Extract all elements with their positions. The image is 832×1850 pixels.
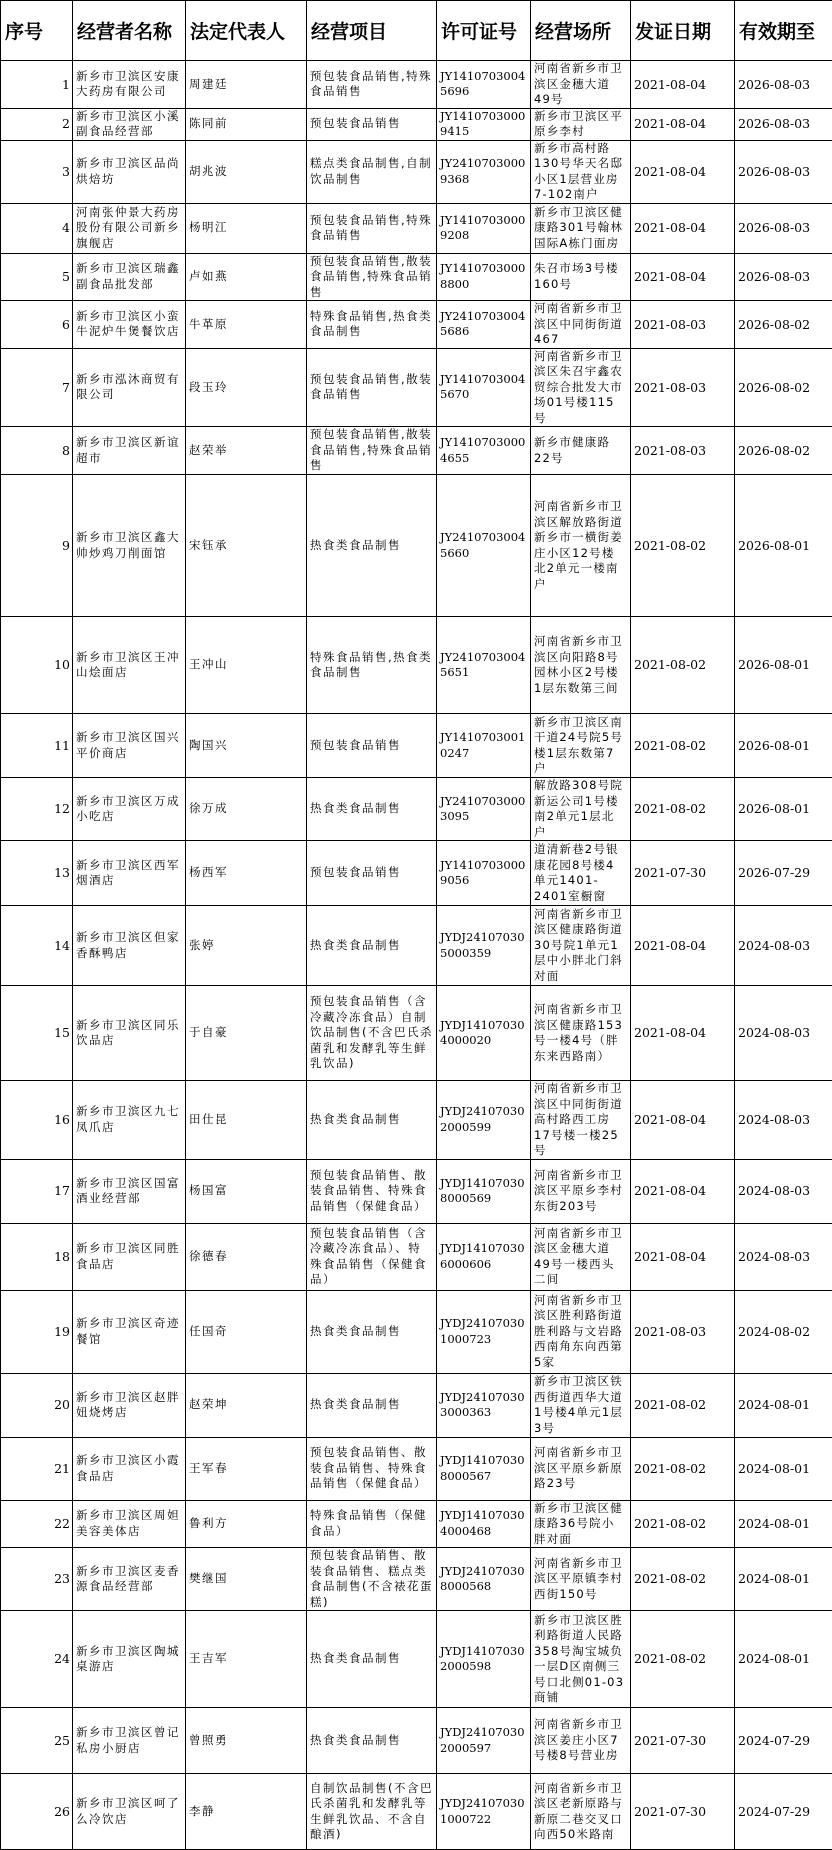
business-scope-cell: 自制饮品制售(不含巴氏杀菌乳和发酵乳等生鲜乳饮品、不含自酿酒) [307, 1774, 437, 1850]
expiry-date-cell: 2024-08-01 [735, 1373, 832, 1437]
serial-cell: 20 [1, 1373, 73, 1437]
legal-rep-cell: 杨明江 [186, 203, 307, 253]
business-scope-cell: 热食类食品制售 [307, 1081, 437, 1160]
table-row [1, 1159, 832, 1223]
business-scope-cell: 预包装食品销售 [307, 841, 437, 906]
legal-rep-cell: 陶国兴 [186, 714, 307, 778]
issue-date-cell: 2021-08-02 [631, 778, 735, 841]
business-scope-cell: 预包装食品销售（含冷藏冷冻食品）自制饮品制售(不含巴氏杀菌乳和发酵乳等生鲜乳饮品) [307, 986, 437, 1081]
table-row [1, 778, 832, 841]
operator-name-cell: 新乡市泓沐商贸有限公司 [73, 348, 186, 427]
expiry-date-cell: 2026-07-29 [735, 841, 832, 906]
issue-date-cell: 2021-08-04 [631, 1081, 735, 1160]
legal-rep-cell: 王冲山 [186, 617, 307, 714]
expiry-date-cell: 2024-08-01 [735, 1611, 832, 1708]
legal-rep-cell: 徐德春 [186, 1223, 307, 1290]
issue-date-cell: 2021-08-02 [631, 1611, 735, 1708]
serial-cell: 21 [1, 1437, 73, 1500]
business-scope-cell: 预包装食品销售 [307, 108, 437, 140]
operator-name-cell: 新乡市卫滨区安康大药房有限公司 [73, 61, 186, 109]
address-cell: 河南省新乡市卫滨区老新原路与新原二巷交叉口向西50米路南 [531, 1774, 631, 1850]
address-cell: 河南省新乡市卫滨区解放路街道新乡市一横街姜庄小区12号楼北2单元一楼南户 [531, 475, 631, 617]
operator-name-cell: 新乡市卫滨区国富酒业经营部 [73, 1159, 186, 1223]
address-cell: 河南省新乡市卫滨区金穗大道49号 [531, 61, 631, 109]
business-scope-cell: 特殊食品销售（保健食品） [307, 1500, 437, 1548]
table-row [1, 1223, 832, 1290]
expiry-date-cell: 2024-08-03 [735, 1223, 832, 1290]
expiry-date-cell: 2024-08-01 [735, 1437, 832, 1500]
table-row [1, 203, 832, 253]
header-issue-date: 发证日期 [631, 1, 735, 61]
table-row [1, 61, 832, 109]
expiry-date-cell: 2026-08-03 [735, 253, 832, 301]
table-row [1, 1500, 832, 1548]
license-number-cell: JY14107030009056 [437, 841, 531, 906]
legal-rep-cell: 胡兆波 [186, 140, 307, 203]
license-number-cell: JYDJ241070301000722 [437, 1774, 531, 1850]
address-cell: 河南省新乡市卫滨区中同街街道467 [531, 301, 631, 349]
address-cell: 河南省新乡市卫滨区平原乡新原路23号 [531, 1437, 631, 1500]
license-number-cell: JY24107030009368 [437, 140, 531, 203]
expiry-date-cell: 2026-08-03 [735, 203, 832, 253]
legal-rep-cell: 樊继国 [186, 1548, 307, 1611]
legal-rep-cell: 于自豪 [186, 986, 307, 1081]
license-number-cell: JYDJ141070308000567 [437, 1437, 531, 1500]
issue-date-cell: 2021-08-04 [631, 986, 735, 1081]
serial-cell: 6 [1, 301, 73, 349]
issue-date-cell: 2021-08-04 [631, 140, 735, 203]
table-row [1, 1774, 832, 1850]
serial-cell: 9 [1, 475, 73, 617]
table-body [1, 61, 832, 1850]
table-row [1, 1373, 832, 1437]
operator-name-cell: 新乡市卫滨区国兴平价商店 [73, 714, 186, 778]
business-scope-cell: 热食类食品制售 [307, 1611, 437, 1708]
expiry-date-cell: 2026-08-03 [735, 140, 832, 203]
expiry-date-cell: 2026-08-01 [735, 778, 832, 841]
business-scope-cell: 特殊食品销售,热食类食品制售 [307, 617, 437, 714]
business-scope-cell: 预包装食品销售,特殊食品销售 [307, 203, 437, 253]
legal-rep-cell: 段玉玲 [186, 348, 307, 427]
issue-date-cell: 2021-08-04 [631, 203, 735, 253]
address-cell: 解放路308号院新运公司1号楼南2单元1层北户 [531, 778, 631, 841]
business-scope-cell: 预包装食品销售,散装食品销售 [307, 348, 437, 427]
legal-rep-cell: 徐万成 [186, 778, 307, 841]
serial-cell: 13 [1, 841, 73, 906]
issue-date-cell: 2021-08-03 [631, 348, 735, 427]
serial-cell: 25 [1, 1708, 73, 1774]
business-scope-cell: 预包装食品销售、散装食品销售、糕点类食品制售(不含裱花蛋糕) [307, 1548, 437, 1611]
table-row [1, 1611, 832, 1708]
legal-rep-cell: 杨国富 [186, 1159, 307, 1223]
business-scope-cell: 热食类食品制售 [307, 1373, 437, 1437]
serial-cell: 2 [1, 108, 73, 140]
license-number-cell: JYDJ141070304000468 [437, 1500, 531, 1548]
license-number-cell: JY24107030003095 [437, 778, 531, 841]
legal-rep-cell: 周建廷 [186, 61, 307, 109]
expiry-date-cell: 2024-08-03 [735, 986, 832, 1081]
business-scope-cell: 预包装食品销售（含冷藏冷冻食品）、特殊食品销售（保健食品） [307, 1223, 437, 1290]
issue-date-cell: 2021-08-02 [631, 714, 735, 778]
license-number-cell: JYDJ141070308000569 [437, 1159, 531, 1223]
operator-name-cell: 新乡市卫滨区鑫大帅炒鸡刀削面馆 [73, 475, 186, 617]
expiry-date-cell: 2024-08-02 [735, 1290, 832, 1373]
business-scope-cell: 预包装食品销售,散装食品销售,特殊食品销售 [307, 253, 437, 301]
header-business-scope: 经营项目 [307, 1, 437, 61]
issue-date-cell: 2021-08-02 [631, 1548, 735, 1611]
license-number-cell: JYDJ141070304000020 [437, 986, 531, 1081]
expiry-date-cell: 2024-07-29 [735, 1774, 832, 1850]
license-number-cell: JYDJ241070301000723 [437, 1290, 531, 1373]
table-row [1, 1290, 832, 1373]
legal-rep-cell: 牛革原 [186, 301, 307, 349]
license-number-cell: JYDJ241070302000597 [437, 1708, 531, 1774]
license-number-cell: JY14107030008800 [437, 253, 531, 301]
legal-rep-cell: 宋钰承 [186, 475, 307, 617]
table-row [1, 1081, 832, 1160]
business-scope-cell: 热食类食品制售 [307, 1708, 437, 1774]
issue-date-cell: 2021-08-04 [631, 1159, 735, 1223]
serial-cell: 7 [1, 348, 73, 427]
operator-name-cell: 新乡市卫滨区万成小吃店 [73, 778, 186, 841]
business-scope-cell: 预包装食品销售 [307, 714, 437, 778]
address-cell: 道清新巷2号银康花园8号楼4单元1401-2401室橱窗 [531, 841, 631, 906]
serial-cell: 11 [1, 714, 73, 778]
address-cell: 新乡市卫滨区南干道24号院5号楼1层东数第7户 [531, 714, 631, 778]
operator-name-cell: 新乡市卫滨区同胜食品店 [73, 1223, 186, 1290]
table-row [1, 986, 832, 1081]
legal-rep-cell: 田仕昆 [186, 1081, 307, 1160]
serial-cell: 12 [1, 778, 73, 841]
address-cell: 河南省新乡市卫滨区向阳路8号园林小区2号楼1层东数第三间 [531, 617, 631, 714]
address-cell: 河南省新乡市卫滨区金穗大道49号一楼西头二间 [531, 1223, 631, 1290]
table-row [1, 1708, 832, 1774]
serial-cell: 17 [1, 1159, 73, 1223]
table-row [1, 253, 832, 301]
legal-rep-cell: 曾照勇 [186, 1708, 307, 1774]
operator-name-cell: 新乡市卫滨区陶城桌游店 [73, 1611, 186, 1708]
expiry-date-cell: 2024-08-01 [735, 1548, 832, 1611]
address-cell: 新乡市卫滨区平原乡李村 [531, 108, 631, 140]
serial-cell: 23 [1, 1548, 73, 1611]
expiry-date-cell: 2026-08-01 [735, 475, 832, 617]
operator-name-cell: 新乡市卫滨区品尚烘焙坊 [73, 140, 186, 203]
license-number-cell: JYDJ241070302000599 [437, 1081, 531, 1160]
table-row [1, 140, 832, 203]
header-serial: 序号 [1, 1, 73, 61]
legal-rep-cell: 赵荣坤 [186, 1373, 307, 1437]
legal-rep-cell: 鲁利方 [186, 1500, 307, 1548]
table-row [1, 841, 832, 906]
legal-rep-cell: 卢如燕 [186, 253, 307, 301]
license-number-cell: JYDJ241070303000363 [437, 1373, 531, 1437]
operator-name-cell: 新乡市卫滨区小溪副食品经营部 [73, 108, 186, 140]
operator-name-cell: 新乡市卫滨区呵了么冷饮店 [73, 1774, 186, 1850]
business-scope-cell: 预包装食品销售,特殊食品销售 [307, 61, 437, 109]
expiry-date-cell: 2026-08-02 [735, 301, 832, 349]
serial-cell: 18 [1, 1223, 73, 1290]
business-scope-cell: 预包装食品销售、散装食品销售、特殊食品销售（保健食品） [307, 1159, 437, 1223]
table-row [1, 1548, 832, 1611]
license-number-cell: JYDJ241070305000359 [437, 906, 531, 986]
license-number-cell: JYDJ241070308000568 [437, 1548, 531, 1611]
legal-rep-cell: 任国奇 [186, 1290, 307, 1373]
issue-date-cell: 2021-08-02 [631, 1437, 735, 1500]
expiry-date-cell: 2026-08-02 [735, 427, 832, 475]
issue-date-cell: 2021-08-02 [631, 475, 735, 617]
serial-cell: 10 [1, 617, 73, 714]
license-number-cell: JY14107030009415 [437, 108, 531, 140]
operator-name-cell: 新乡市卫滨区但家香酥鸭店 [73, 906, 186, 986]
license-number-cell: JY14107030010247 [437, 714, 531, 778]
business-scope-cell: 热食类食品制售 [307, 1290, 437, 1373]
expiry-date-cell: 2026-08-01 [735, 617, 832, 714]
address-cell: 河南省新乡市卫滨区健康路街道30号院1单元1层中小胖北门斜对面 [531, 906, 631, 986]
header-address: 经营场所 [531, 1, 631, 61]
issue-date-cell: 2021-07-30 [631, 1774, 735, 1850]
address-cell: 河南省新乡市卫滨区中同街街道高村路西工房17号楼一楼25号 [531, 1081, 631, 1160]
address-cell: 河南省新乡市卫滨区平原镇李村西街150号 [531, 1548, 631, 1611]
header-operator-name: 经营者名称 [73, 1, 186, 61]
issue-date-cell: 2021-08-04 [631, 108, 735, 140]
license-number-cell: JY24107030045686 [437, 301, 531, 349]
operator-name-cell: 新乡市卫滨区曾记私房小厨店 [73, 1708, 186, 1774]
serial-cell: 24 [1, 1611, 73, 1708]
license-number-cell: JY24107030045660 [437, 475, 531, 617]
operator-name-cell: 河南张仲景大药房股份有限公司新乡旗舰店 [73, 203, 186, 253]
table-row [1, 301, 832, 349]
table-row [1, 906, 832, 986]
expiry-date-cell: 2024-08-03 [735, 906, 832, 986]
address-cell: 河南省新乡市卫滨区朱召宇鑫农贸综合批发大市场01号楼115号 [531, 348, 631, 427]
legal-rep-cell: 陈同前 [186, 108, 307, 140]
address-cell: 新乡市卫滨区铁西街道西华大道1号楼4单元1层3号 [531, 1373, 631, 1437]
table-row [1, 348, 832, 427]
operator-name-cell: 新乡市卫滨区同乐饮品店 [73, 986, 186, 1081]
issue-date-cell: 2021-08-02 [631, 617, 735, 714]
serial-cell: 19 [1, 1290, 73, 1373]
expiry-date-cell: 2026-08-01 [735, 714, 832, 778]
serial-cell: 8 [1, 427, 73, 475]
business-scope-cell: 糕点类食品制售,自制饮品制售 [307, 140, 437, 203]
operator-name-cell: 新乡市卫滨区新谊超市 [73, 427, 186, 475]
expiry-date-cell: 2024-07-29 [735, 1708, 832, 1774]
serial-cell: 14 [1, 906, 73, 986]
business-scope-cell: 热食类食品制售 [307, 778, 437, 841]
serial-cell: 15 [1, 986, 73, 1081]
license-number-cell: JY14107030045696 [437, 61, 531, 109]
issue-date-cell: 2021-07-30 [631, 1708, 735, 1774]
legal-rep-cell: 王吉军 [186, 1611, 307, 1708]
operator-name-cell: 新乡市卫滨区麦香源食品经营部 [73, 1548, 186, 1611]
issue-date-cell: 2021-08-03 [631, 301, 735, 349]
operator-name-cell: 新乡市卫滨区西军烟酒店 [73, 841, 186, 906]
operator-name-cell: 新乡市卫滨区小蛮牛泥炉牛煲餐饮店 [73, 301, 186, 349]
serial-cell: 5 [1, 253, 73, 301]
legal-rep-cell: 李静 [186, 1774, 307, 1850]
table-row [1, 714, 832, 778]
business-scope-cell: 热食类食品制售 [307, 475, 437, 617]
operator-name-cell: 新乡市卫滨区奇迹餐馆 [73, 1290, 186, 1373]
issue-date-cell: 2021-08-04 [631, 61, 735, 109]
table-row [1, 1437, 832, 1500]
business-scope-cell: 特殊食品销售,热食类食品制售 [307, 301, 437, 349]
expiry-date-cell: 2024-08-01 [735, 1500, 832, 1548]
address-cell: 新乡市健康路22号 [531, 427, 631, 475]
serial-cell: 1 [1, 61, 73, 109]
expiry-date-cell: 2026-08-03 [735, 61, 832, 109]
address-cell: 新乡市卫滨区健康路301号翰林国际A栋门面房 [531, 203, 631, 253]
serial-cell: 4 [1, 203, 73, 253]
header-expiry-date: 有效期至 [735, 1, 832, 61]
header-license-no: 许可证号 [437, 1, 531, 61]
issue-date-cell: 2021-08-04 [631, 1223, 735, 1290]
issue-date-cell: 2021-08-03 [631, 1290, 735, 1373]
expiry-date-cell: 2026-08-03 [735, 108, 832, 140]
address-cell: 河南省新乡市卫滨区姜庄小区7号楼8号营业房 [531, 1708, 631, 1774]
address-cell: 河南省新乡市卫滨区平原乡李村东街203号 [531, 1159, 631, 1223]
expiry-date-cell: 2024-08-03 [735, 1081, 832, 1160]
table-row [1, 617, 832, 714]
address-cell: 新乡市卫滨区健康路36号院小胖对面 [531, 1500, 631, 1548]
issue-date-cell: 2021-08-04 [631, 906, 735, 986]
license-number-cell: JY14107030009208 [437, 203, 531, 253]
table-row [1, 475, 832, 617]
address-cell: 河南省新乡市卫滨区健康路153号一楼4号（胖东来西路南） [531, 986, 631, 1081]
legal-rep-cell: 杨西军 [186, 841, 307, 906]
issue-date-cell: 2021-08-04 [631, 253, 735, 301]
operator-name-cell: 新乡市卫滨区小霞食品店 [73, 1437, 186, 1500]
serial-cell: 26 [1, 1774, 73, 1850]
address-cell: 朱召市场3号楼160号 [531, 253, 631, 301]
legal-rep-cell: 赵荣举 [186, 427, 307, 475]
serial-cell: 22 [1, 1500, 73, 1548]
header-row [1, 1, 832, 61]
expiry-date-cell: 2026-08-02 [735, 348, 832, 427]
license-number-cell: JYDJ141070306000606 [437, 1223, 531, 1290]
license-number-cell: JYDJ141070302000598 [437, 1611, 531, 1708]
operator-name-cell: 新乡市卫滨区九七凤爪店 [73, 1081, 186, 1160]
table-row [1, 427, 832, 475]
address-cell: 新乡市高村路130号华天名邸小区1层营业房7-102南户 [531, 140, 631, 203]
operator-name-cell: 新乡市卫滨区瑞鑫副食品批发部 [73, 253, 186, 301]
issue-date-cell: 2021-08-02 [631, 1373, 735, 1437]
license-number-cell: JY14107030004655 [437, 427, 531, 475]
table-row [1, 108, 832, 140]
address-cell: 新乡市卫滨区胜利路街道人民路358号淘宝城负一层D区南侧三号口北侧01-03商铺 [531, 1611, 631, 1708]
legal-rep-cell: 王军春 [186, 1437, 307, 1500]
issue-date-cell: 2021-08-03 [631, 427, 735, 475]
legal-rep-cell: 张婷 [186, 906, 307, 986]
license-number-cell: JY14107030045670 [437, 348, 531, 427]
business-scope-cell: 预包装食品销售、散装食品销售、特殊食品销售（保健食品） [307, 1437, 437, 1500]
business-scope-cell: 预包装食品销售,散装食品销售,特殊食品销售 [307, 427, 437, 475]
address-cell: 河南省新乡市卫滨区胜利路街道胜利路与文岩路西南角东向西第5家 [531, 1290, 631, 1373]
operator-name-cell: 新乡市卫滨区王冲山烩面店 [73, 617, 186, 714]
header-legal-rep: 法定代表人 [186, 1, 307, 61]
expiry-date-cell: 2024-08-03 [735, 1159, 832, 1223]
serial-cell: 3 [1, 140, 73, 203]
operator-name-cell: 新乡市卫滨区周妲美容美体店 [73, 1500, 186, 1548]
business-scope-cell: 热食类食品制售 [307, 906, 437, 986]
issue-date-cell: 2021-08-02 [631, 1500, 735, 1548]
license-number-cell: JY24107030045651 [437, 617, 531, 714]
issue-date-cell: 2021-07-30 [631, 841, 735, 906]
serial-cell: 16 [1, 1081, 73, 1160]
operator-name-cell: 新乡市卫滨区赵胖妞烧烤店 [73, 1373, 186, 1437]
